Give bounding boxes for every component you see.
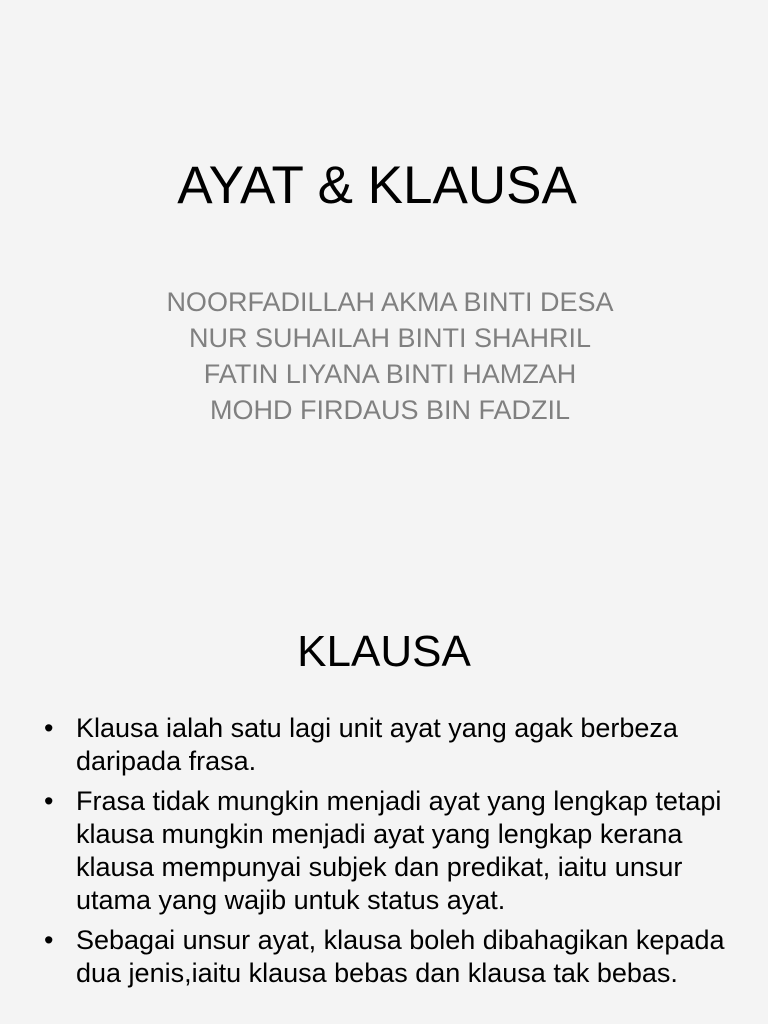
slide-title: AYAT & KLAUSA: [177, 156, 577, 215]
author-name: NUR SUHAILAH BINTI SHAHRIL: [188, 323, 592, 353]
bullet-dot-icon: •: [44, 713, 54, 743]
bullet-text: Frasa tidak mungkin menjadi ayat yang lengkap tetapi klausa mungkin menjadi ayat yang lengkap kerana klausa mempunyai subjek dan predikat, iaitu unsur utama yang wajib untuk status ayat.: [76, 786, 722, 915]
bullet-dot-icon: •: [44, 786, 54, 816]
author-list: [0, 284, 768, 428]
author-name: MOHD FIRDAUS BIN FADZIL: [209, 395, 571, 425]
content-slide: [0, 576, 768, 1024]
bullet-item: [44, 924, 744, 990]
bullet-dot-icon: •: [44, 925, 54, 955]
bullet-list: [44, 712, 744, 997]
bullet-text: Klausa ialah satu lagi unit ayat yang agak berbeza daripada frasa.: [76, 713, 678, 776]
author-name: FATIN LIYANA BINTI HAMZAH: [203, 359, 577, 389]
bullet-item: [44, 785, 744, 917]
author-name: NOORFADILLAH AKMA BINTI DESA: [166, 287, 614, 317]
bullet-text: Sebagai unsur ayat, klausa boleh dibahagikan kepada dua jenis,iaitu klausa bebas dan klausa tak bebas.: [76, 925, 725, 988]
slide-title: KLAUSA: [297, 627, 471, 676]
bullet-item: [44, 712, 744, 778]
